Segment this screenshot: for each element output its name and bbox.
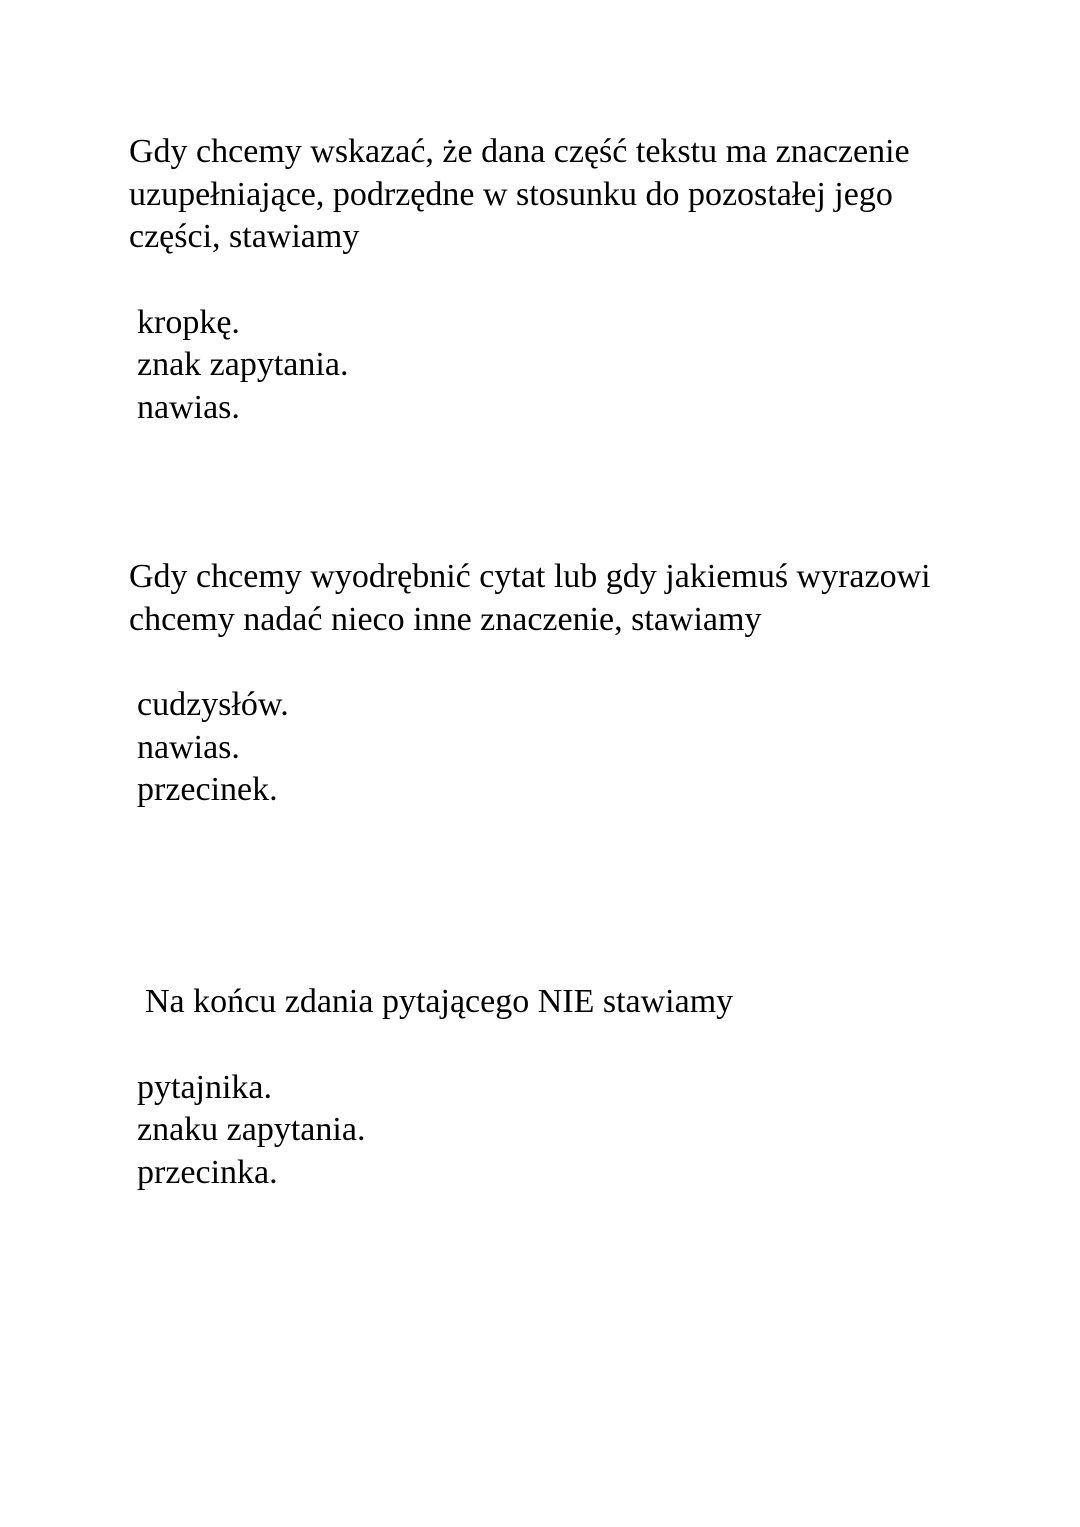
- answer-list: [129, 302, 989, 430]
- answer-list: [129, 1067, 989, 1195]
- answer-option[interactable]: pytajnika.: [137, 1068, 273, 1106]
- question-block-3: [129, 981, 989, 1194]
- answer-option[interactable]: nawias.: [137, 728, 240, 766]
- question-text: Na końcu zdania pytającego NIE stawiamy: [145, 983, 734, 1020]
- answer-option[interactable]: znak zapytania.: [137, 346, 349, 383]
- answer-option[interactable]: znaku zapytania.: [137, 1111, 366, 1148]
- answer-option[interactable]: nawias.: [137, 388, 240, 426]
- answer-option[interactable]: przecinka.: [137, 1153, 278, 1191]
- question-block-2: [129, 556, 989, 812]
- answer-option[interactable]: kropkę.: [137, 303, 240, 341]
- answer-option[interactable]: cudzysłów.: [137, 686, 289, 723]
- question-text: Gdy chcemy wyodrębnić cytat lub gdy jakiemuś wyrazowi chcemy nadać nieco inne znaczenie, stawiamy: [129, 558, 931, 638]
- answer-list: [129, 684, 989, 812]
- question-text: Gdy chcemy wskazać, że dana część tekstu ma znaczenie uzupełniające, podrzędne w stosunku do pozostałej jego części, stawiamy: [129, 133, 910, 255]
- answer-option[interactable]: przecinek.: [137, 771, 278, 808]
- question-block-1: [129, 131, 989, 429]
